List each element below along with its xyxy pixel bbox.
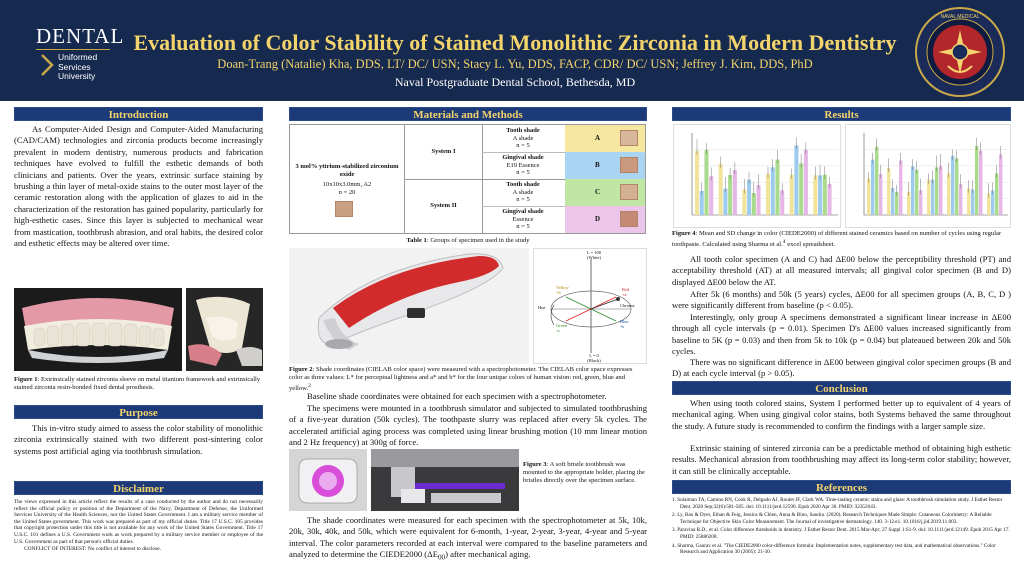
figure-3-text: : A soft bristle toothbrush was mounted to the appropriate holder, placing the bristles directly over the specimen surface.	[523, 461, 645, 484]
chart-bar	[931, 180, 934, 215]
row-a-shade: Tooth shade	[506, 127, 540, 134]
table-dims: 10x10x3.0mm, A2	[322, 181, 372, 188]
table-row-c	[483, 181, 563, 204]
svg-text:NAVAL MEDICAL: NAVAL MEDICAL	[940, 14, 980, 20]
table-1-caption	[289, 237, 647, 245]
group-d-swatch: D	[565, 206, 645, 233]
chart-bar	[818, 175, 822, 215]
group-b-swatch: B	[565, 152, 645, 179]
row-b-n: n = 5	[516, 169, 530, 176]
group-d-specimen-tile	[620, 211, 638, 227]
figure-1-text: : Extrinsically stained zirconia sleeve on metal titanium framework and extrinsically stained zirconia resin-bonded fixed dental prosthesis.	[14, 376, 261, 391]
results-paragraph-4: There was no significant difference in ΔE00 between gingival color specimen groups (B and D) at each cycle interval (p > 0.05).	[672, 357, 1011, 379]
cielab-black: (Black)	[587, 358, 601, 363]
figure-4-text: : Mean and SD change in color (CIEDE2000) of different stained ceramics based on number of cycles using regular toothpaste. Calculated using Sharma et al.	[672, 230, 1002, 249]
cielab-white: (White)	[587, 255, 601, 260]
row-d-shade: Gingival shade	[502, 208, 544, 215]
chart-bar	[975, 146, 978, 215]
cielab-top-label	[574, 250, 614, 260]
specimen-groups-table	[289, 124, 646, 234]
figure-1-caption	[14, 376, 263, 392]
chart-bar	[766, 174, 770, 215]
poster-title: Evaluation of Color Stability of Stained Monolithic Zirconia in Modern Dentistry	[133, 30, 897, 55]
disclaimer-body: The views expressed in this article reflect the results of a case conducted by the author and do not necessarily reflect the official policy or position of the Department of the Navy, Department of Defense, the Uniformed Services University of the Health Sciences, nor the United States Government. I am a military service member of the United States government. This work was prepared as part of my official duties. Title 17 U.S.C. 105 provides that copyright protection under this title is not available for any work of the United States Government. Title 17 U.S.C. 101 defines a U.S. Government work as work prepared by a military service member or employee of the U.S. Government as part of that person's official duties.	[14, 499, 263, 545]
reference-item: 3. Paravina R.D., et al. Color difference thresholds in dentistry. J Esthet Restor Dent. 2015 Mar-Apr; 27 Suppl 1:S1-9. doi: 10.1111/jerd.12149. Epub 2015 Apr 17. PMID: 25886208.	[672, 527, 1010, 540]
logo-sub-line-3: University	[58, 71, 96, 81]
table-1-label: Table 1	[406, 237, 427, 244]
chart-bar	[757, 185, 761, 215]
cielab-green: Green	[556, 323, 567, 328]
cielab-red: Red	[622, 287, 630, 292]
chart-bar	[899, 160, 902, 215]
group-b-specimen-tile	[620, 157, 638, 173]
chart-bar	[790, 175, 794, 215]
figure-2-label: Figure 2	[289, 366, 313, 373]
chart-bar	[999, 155, 1002, 215]
results-chart-by-interval	[845, 124, 1011, 228]
chart-bar	[775, 160, 779, 215]
disclaimer-heading: Disclaimer	[14, 481, 263, 495]
poster-institution: Naval Postgraduate Dental School, Bethesda, MD	[394, 75, 636, 89]
chart-bar	[951, 156, 954, 215]
results-paragraph-1: All tooth color specimen (A and C) had ΔE00 below the perceptibility threshold (PT) and acceptability threshold (AT) at all measured intervals; all gingival color specimen (B and D) displayed ΔE00 below the AT.	[672, 254, 1011, 287]
naval-medical-seal-logo	[914, 6, 1006, 98]
logo-chevron-icon	[40, 53, 54, 77]
group-c-swatch: C	[565, 179, 645, 206]
row-d-detail: Essence	[512, 215, 534, 223]
usu-dental-logo	[36, 24, 125, 82]
methods-p3-sub: 00	[437, 553, 446, 562]
row-c-n: n = 5	[516, 196, 530, 203]
figure-3-caption	[523, 461, 647, 485]
purpose-heading: Purpose	[14, 405, 263, 419]
chart-bar	[733, 170, 737, 215]
chart-bar	[939, 166, 942, 215]
row-d-n: n = 5	[516, 223, 530, 230]
chart-bar	[719, 164, 723, 215]
zirconia-specimen-tile	[335, 201, 353, 217]
references-list	[672, 497, 1011, 558]
cielab-blue: Blue	[620, 319, 629, 324]
table-system-2: System II	[430, 202, 457, 209]
conclusion-heading: Conclusion	[672, 381, 1011, 395]
figure-2-sup: 2	[308, 383, 311, 389]
table-row-d	[483, 208, 563, 231]
cielab-color-space-diagram	[533, 248, 647, 364]
chart-bar	[828, 184, 832, 215]
results-heading: Results	[672, 107, 1011, 121]
logo-sub-line-1: Uniformed	[58, 52, 98, 62]
logo-dental-text: DENTAL	[36, 24, 125, 48]
toothbrush-simulator-photo	[371, 449, 519, 511]
spectrophotometer-photo	[289, 248, 529, 364]
methods-paragraph-3	[289, 515, 647, 564]
methods-p3-tail: ) after mechanical aging.	[445, 549, 531, 560]
chart-bar	[813, 175, 817, 215]
group-c-specimen-tile	[620, 184, 638, 200]
conclusion-paragraph-2: Extrinsic staining of sintered zirconia can be a predictable method of obtaining high esthetic results. Mechanical abrasion from toothbrushing may affect its long-term color stability; however, it can still be clinically acceptable.	[672, 443, 1011, 476]
chart-bar	[955, 158, 958, 215]
results-paragraph-2: After 5k (6 months) and 50k (5 years) cycles, ΔE00 for all specimen groups (A, B, C, D ) were significantly different from baseline (p < 0.05).	[672, 289, 1011, 311]
methods-paragraph-2: The specimens were mounted in a toothbrush simulator and subjected to simulated toothbrushing of a five-year duration (50k cycles). The toothpaste slurry was replaced after every 5k cycles. The accelerated artificial aging process was completed using linear brushing motion (10 mm linear motion and 2 Hz frequency) at 300g of force.	[289, 403, 647, 448]
chart-bar	[771, 167, 775, 215]
cielab-chroma: Chroma	[620, 303, 635, 308]
chart-bar	[995, 173, 998, 215]
chart-bar	[875, 147, 878, 215]
cielab-plus-a: +a	[622, 292, 627, 297]
chart-bar	[959, 184, 962, 215]
cielab-l0: L = 0	[589, 353, 599, 358]
figure-4-label: Figure 4	[672, 230, 696, 237]
table-row-b	[483, 154, 563, 177]
chart-bar	[887, 168, 890, 215]
row-b-detail: E19 Essence	[506, 161, 540, 169]
results-chart-regular-toothpaste	[673, 124, 841, 228]
figure-3-label: Figure 3	[523, 461, 547, 468]
row-c-shade: Tooth shade	[506, 181, 540, 188]
introduction-heading: Introduction	[14, 107, 263, 121]
cielab-red-label	[622, 287, 629, 297]
row-c-detail: A shade	[512, 188, 534, 196]
poster-authors: Doan-Trang (Natalie) Kha, DDS, LT/ DC/ USN; Stacy L. Yu, DDS, FACP, CDR/ DC/ USN; Jeffrey J. Kim, DDS, PhD	[217, 57, 813, 71]
cielab-hue: Hue	[538, 305, 546, 310]
figure-4-caption	[672, 230, 1011, 249]
table-n-total: n = 20	[338, 189, 356, 196]
chart-bar	[867, 179, 870, 215]
results-paragraph-3: Interestingly, only group A specimens demonstrated a significant linear increase in ΔE00 through all cycle intervals (p = 0.01). Specimen D's ΔE00 values increased significantly from baseline to 5K (p = 0.03) and then from 5k to 10k (p = 0.04) but plateaued between 20k and 50k cycles.	[672, 312, 1011, 357]
methods-paragraph-1: Baseline shade coordinates were obtained for each specimen with a spectrophotometer.	[307, 391, 607, 401]
chart-bar	[704, 150, 708, 215]
chart-bar	[794, 145, 798, 215]
chart-bar	[823, 175, 827, 215]
chart-bar	[709, 176, 713, 215]
figure-2-caption	[289, 366, 647, 393]
conflict-of-interest: CONFLICT OF INTEREST: No conflict of interest to disclose.	[24, 546, 161, 553]
chart-bar	[804, 150, 808, 215]
chart-bar	[927, 180, 930, 215]
conclusion-paragraph-1: When using tooth colored stains, System I performed better up to equivalent of 4 years of mechanical aging. When using gingival color stains, both Systems behaved the same throughout the study. A future study is recommended to confirm the findings with a larger sample size.	[672, 398, 1011, 431]
chart-bar	[935, 167, 938, 215]
row-a-n: n = 5	[516, 142, 530, 149]
purpose-text: This in-vitro study aimed to assess the color stability of monolithic zirconia extrinsically stained with two different post-sintering color systems post artificial aging via toothbrush simulation.	[14, 423, 263, 456]
chart-bar	[915, 170, 918, 215]
table-material: 3 mol% yttrium-stabilized zirconium oxide	[295, 163, 399, 178]
figure-4-text-tail: excel spreadsheet.	[785, 241, 836, 249]
chart-bar	[911, 166, 914, 215]
cielab-green-label	[556, 323, 567, 333]
logo-sub-line-2: Services	[58, 61, 91, 72]
cielab-yellow: Yellow	[556, 285, 569, 290]
cielab-minus-a: -a	[556, 328, 560, 333]
reference-item: 2. Ly, Bao & Dyer, Ethan & Feig, Jessica & Chien, Anna & Bino, Sandra. (2020). Research Techniques Made Simple: Cutaneous Colorimetry: A Reliable Technique for Objective Skin Color Measurement. The Journal of investigative dermatology. 140. 3-12.e1. 10.1016/j.jid.2019.11.003.	[672, 512, 992, 525]
figure-1-photo-rbfdp	[186, 288, 263, 371]
cielab-l100: L = 100	[586, 250, 602, 255]
chart-bar	[879, 174, 882, 215]
references-heading: References	[672, 480, 1011, 494]
chart-bar	[979, 151, 982, 215]
figure-4-sup: 4	[782, 239, 786, 245]
figure-1-photo-sleeve	[14, 288, 182, 371]
chart-bar	[799, 163, 803, 215]
group-a-swatch: A	[565, 125, 645, 152]
reference-item: 4. Sharma, Gaurav et al. "The CIEDE2000 color-difference formula: Implementation notes, supplementary test data, and mathematical observations." Color Research and Application 30 (2005): 21-30.	[672, 542, 996, 556]
cielab-yellow-label	[556, 285, 569, 295]
poster-header	[0, 0, 1024, 101]
cielab-plus-b: +b	[556, 290, 561, 295]
cielab-blue-label	[620, 319, 629, 329]
row-a-detail: A shade	[512, 134, 534, 142]
group-a-specimen-tile	[620, 130, 638, 146]
chart-bar	[891, 188, 894, 215]
introduction-text: As Computer-Aided Design and Computer-Aided Manufacturing (CAD/CAM) technologies and zirconia products become increasingly prevalent in modern dentistry, numerous products and fabrication techniques have evolved to fulfill the esthetic demands of both clinicians and patients. Over the years, extrinsic surface staining by brushing a thin layer of metal-oxide stains to the outer most layer of the ceramic restoration along with the application of glazes to aid in the characterization of the restoration has gained popularity, particularly for high-esthetic cases. Since this layer is subjected to mechanical wear from mastication, toothbrush abrasion, and oral habits, the desired color and esthetic effects may be altered over time.	[14, 124, 263, 249]
disclaimer-text	[14, 499, 263, 553]
figure-1-label: Figure 1	[14, 376, 38, 383]
materials-heading: Materials and Methods	[289, 107, 647, 121]
chart-bar	[747, 180, 751, 215]
reference-item: 1. Sulaiman TA, Camino RN, Cook R, Delgado AJ, Roulet JF, Clark WA. Time-lasting ceramic stains and glaze: A toothbrush simulation study. J Esthet Restor Dent. 2020 Sep;32(6):581-585. doi: 10.1111/jerd.12590. Epub 2020 Apr 30. PMID: 32352643.	[672, 497, 1003, 510]
row-b-shade: Gingival shade	[502, 154, 544, 161]
logo-rule	[36, 49, 110, 50]
table-system-1: System I	[431, 148, 456, 155]
table-row-a	[483, 127, 563, 150]
figure-2-text: : Shade coordinates (CIELAB color space) were measured with a spectrophotometer. The CIELAB color space expresses color as three values: L* for perceptual lightness and a* and b* for the four unique colors of human vision: red, green, blue and yellow.	[289, 366, 633, 393]
cielab-minus-b: -b	[620, 324, 624, 329]
methods-p3-text: The shade coordinates were measured for each specimen with the spectrophotometer at 5k, 10k, 20k, 30k, 40k, and 50k, which were equivalent for 6-month, 1-year, 2-year, 3-year, 4-year and 5-year interval. The color parameters recorded at each interval were compared to the baseline parameters and analyzed to determine the CIEDE2000 (ΔE	[289, 515, 647, 560]
chart-bar	[728, 175, 732, 215]
chart-bar	[871, 160, 874, 215]
table-1-text: : Groups of specimen used in the study	[426, 237, 530, 244]
toothbrush-holder-photo	[289, 449, 367, 511]
chart-bar	[695, 151, 699, 215]
chart-bar	[947, 173, 950, 215]
cielab-bottom-label	[574, 353, 614, 363]
